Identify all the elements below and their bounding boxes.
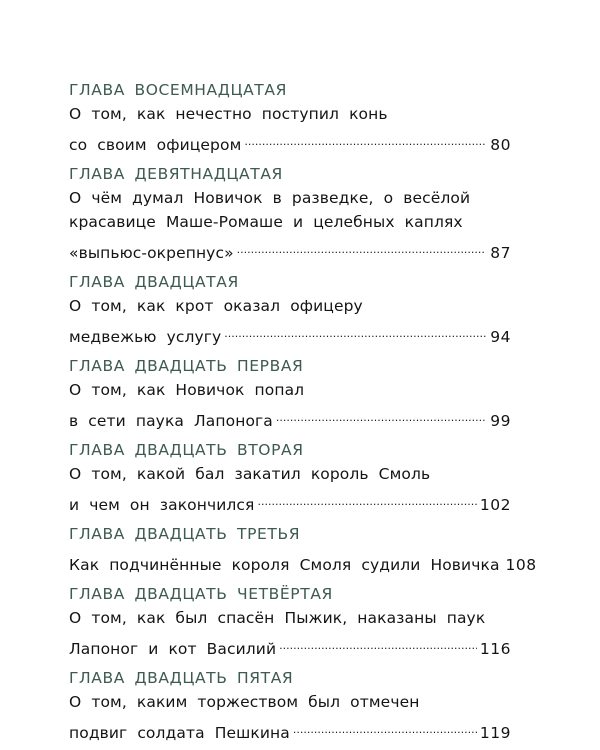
chapter-title: ГЛАВА ДВАДЦАТАЯ: [69, 273, 239, 291]
dot-leader: [293, 714, 477, 738]
toc-entry: [69, 666, 511, 742]
chapter-description-text: со своим офицером: [69, 136, 242, 154]
chapter-title: ГЛАВА ДВАДЦАТЬ ВТОРАЯ: [69, 441, 304, 459]
toc-entry: [69, 522, 537, 574]
dot-leader: [257, 486, 476, 510]
chapter-title: ГЛАВА ДВАДЦАТЬ ТРЕТЬЯ: [69, 525, 301, 543]
chapter-title: ГЛАВА ДВАДЦАТЬ ЧЕТВЁРТАЯ: [69, 585, 333, 603]
chapter-description-line: О том, как крот оказал офицеру: [69, 297, 363, 315]
chapter-description-last-line: [69, 318, 511, 346]
dot-leader: [224, 318, 486, 342]
table-of-contents: [69, 78, 537, 750]
chapter-description-line: О том, как был спасён Пыжик, наказаны паук: [69, 609, 486, 627]
chapter-description-text: в сети паука Лапонога: [69, 412, 273, 430]
chapter-description-line: О том, как Новичок попал: [69, 381, 305, 399]
chapter-description-line: О том, как нечестно поступил конь: [69, 105, 388, 123]
dot-leader: [237, 234, 486, 258]
toc-entry: [69, 354, 511, 430]
chapter-description-text: подвиг солдата Пешкина: [69, 724, 290, 742]
page-number: 116: [479, 640, 511, 658]
chapter-description-text: Лапоног и кот Василий: [69, 640, 277, 658]
dot-leader: [276, 402, 486, 426]
page-number: 102: [479, 496, 511, 514]
chapter-description-last-line: [69, 714, 511, 742]
page-number: 108: [505, 556, 537, 574]
chapter-description-last-line: [69, 402, 511, 430]
toc-entry: [69, 78, 511, 154]
chapter-description-line: О том, каким торжеством был отмечен: [69, 693, 420, 711]
chapter-description-last-line: [69, 546, 537, 574]
chapter-description-line: О том, какой бал закатил король Смоль: [69, 465, 431, 483]
toc-entry: [69, 270, 511, 346]
toc-entry: [69, 438, 511, 514]
page-number: 80: [490, 136, 511, 154]
chapter-title: ГЛАВА ДВАДЦАТЬ ПЕРВАЯ: [69, 357, 304, 375]
chapter-description-text: «выпьюс-окрепнус»: [69, 244, 234, 262]
chapter-title: ГЛАВА ВОСЕМНАДЦАТАЯ: [69, 81, 287, 99]
chapter-description-line: О чём думал Новичок в разведке, о весёлой: [69, 189, 471, 207]
chapter-title: ГЛАВА ДВАДЦАТЬ ПЯТАЯ: [69, 669, 294, 687]
toc-entry: [69, 162, 511, 262]
toc-entry: [69, 582, 511, 658]
chapter-description-text: Как подчинённые короля Смоля судили Новичка: [69, 556, 500, 574]
chapter-description-last-line: [69, 630, 511, 658]
chapter-description-text: медвежью услугу: [69, 328, 222, 346]
page-number: 99: [490, 412, 511, 430]
page-number: 94: [490, 328, 511, 346]
chapter-title: ГЛАВА ДЕВЯТНАДЦАТАЯ: [69, 165, 283, 183]
chapter-description-text: и чем он закончился: [69, 496, 255, 514]
page-number: 87: [490, 244, 511, 262]
chapter-description-last-line: [69, 126, 511, 154]
page-number: 119: [479, 724, 511, 742]
chapter-description-last-line: [69, 234, 511, 262]
chapter-description-line: красавице Маше-Ромаше и целебных каплях: [69, 213, 463, 231]
dot-leader: [279, 630, 477, 654]
dot-leader: [244, 126, 486, 150]
chapter-description-last-line: [69, 486, 511, 514]
